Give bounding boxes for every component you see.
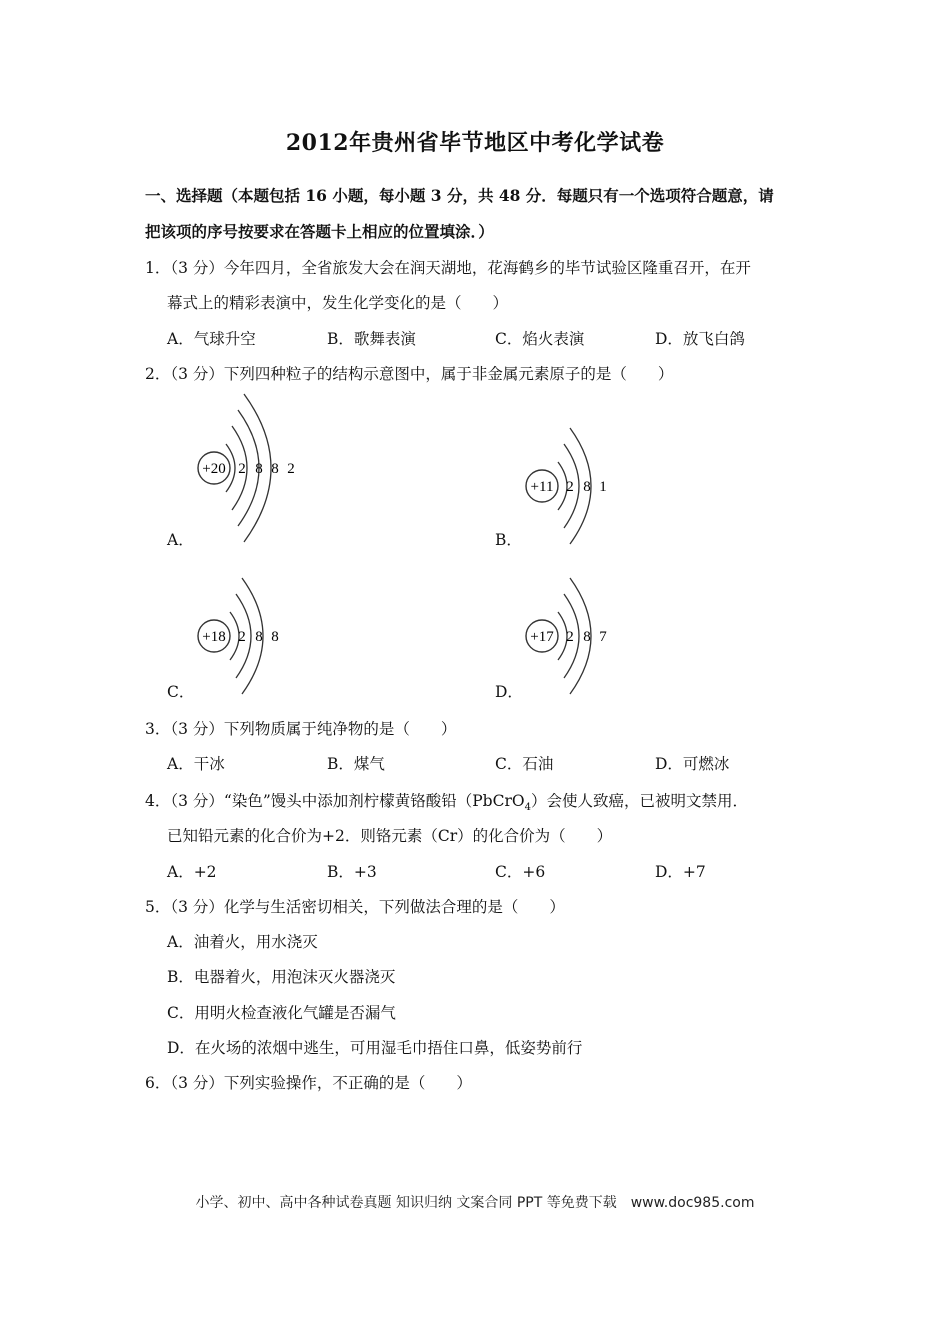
shell-electron-count: 8 xyxy=(255,629,263,645)
q3-option-b: B．煤气 xyxy=(327,755,385,773)
q1-option-a: A．气球升空 xyxy=(167,330,256,348)
q2-option-c-label: C． xyxy=(167,683,195,701)
nucleus-charge: +11 xyxy=(530,479,554,495)
shell-electron-count: 8 xyxy=(583,479,591,495)
shell-electron-count: 8 xyxy=(271,461,279,477)
atom-diagram-c xyxy=(190,574,290,702)
q4-stem-line2: 已知铅元素的化合价为+2．则铬元素（Cr）的化合价为（ ） xyxy=(167,827,613,845)
section-heading-line2: 把该项的序号按要求在答题卡上相应的位置填涂．） xyxy=(145,222,494,241)
q4-formula-subscript: 4 xyxy=(524,802,531,814)
q3-stem-line1: 3．（3 分）下列物质属于纯净物的是（ ） xyxy=(145,720,457,738)
shell-electron-count: 2 xyxy=(287,461,295,477)
q4-stem-line1 xyxy=(145,789,748,813)
q2-option-a-label: A． xyxy=(167,531,194,549)
q5-stem-line1: 5．（3 分）化学与生活密切相关，下列做法合理的是（ ） xyxy=(145,898,565,916)
shell-electron-count: 8 xyxy=(255,461,263,477)
shell-electron-count: 8 xyxy=(583,629,591,645)
atom-diagram-b xyxy=(518,424,618,552)
section-heading-line1: 一、选择题（本题包括 16 小题，每小题 3 分，共 48 分．每题只有一个选项符合题意，请 xyxy=(145,186,774,205)
atom-diagram-d xyxy=(518,574,618,702)
q1-stem-line2: 幕式上的精彩表演中，发生化学变化的是（ ） xyxy=(167,294,509,312)
atom-diagram-a xyxy=(190,392,310,552)
q3-option-d: D．可燃冰 xyxy=(655,755,730,773)
nucleus-charge: +17 xyxy=(530,629,554,645)
q2-option-b-label: B． xyxy=(495,531,522,549)
q6-stem-line1: 6．（3 分）下列实验操作，不正确的是（ ） xyxy=(145,1074,472,1092)
q2-option-d-label: D． xyxy=(495,683,523,701)
q5-option-d: D．在火场的浓烟中逃生，可用湿毛巾捂住口鼻，低姿势前行 xyxy=(167,1039,583,1057)
q4-option-d: D．+7 xyxy=(655,863,706,881)
shell-electron-count: 2 xyxy=(238,461,246,477)
shell-electron-count: 2 xyxy=(238,629,246,645)
shell-electron-count: 2 xyxy=(566,479,574,495)
shell-electron-count: 7 xyxy=(599,629,607,645)
q5-option-a: A．油着火，用水浇灭 xyxy=(167,933,318,951)
q3-option-c: C．石油 xyxy=(495,755,554,773)
q3-option-a: A．干冰 xyxy=(167,755,225,773)
q2-stem-line1: 2．（3 分）下列四种粒子的结构示意图中，属于非金属元素原子的是（ ） xyxy=(145,365,674,383)
shell-electron-count: 2 xyxy=(566,629,574,645)
q4-option-c: C．+6 xyxy=(495,863,546,881)
q4-option-b: B．+3 xyxy=(327,863,377,881)
q5-option-b: B．电器着火，用泡沫灭火器浇灭 xyxy=(167,968,396,986)
q1-option-b: B．歌舞表演 xyxy=(327,330,416,348)
q4-stem-text: 4．（3 分）“染色”馒头中添加剂柠檬黄铬酸铅（PbCrO xyxy=(145,792,525,810)
q5-option-c: C．用明火检查液化气罐是否漏气 xyxy=(167,1004,396,1022)
q4-stem-text: ）会使人致癌，已被明文禁用． xyxy=(530,792,748,810)
q1-stem-line1: 1．（3 分）今年四月，全省旅发大会在润天湖地，花海鹤乡的毕节试验区隆重召开，在开 xyxy=(145,259,751,277)
q1-option-c: C．焰火表演 xyxy=(495,330,585,348)
nucleus-charge: +18 xyxy=(202,629,226,645)
q4-option-a: A．+2 xyxy=(167,863,217,881)
nucleus-charge: +20 xyxy=(202,461,226,477)
footer-note: 小学、初中、高中各种试卷真题 知识归纳 文案合同 PPT 等免费下载 www.doc985.com xyxy=(195,1195,755,1211)
page-title: 2012年贵州省毕节地区中考化学试卷 xyxy=(285,130,665,156)
q1-option-d: D．放飞白鸽 xyxy=(655,330,745,348)
shell-electron-count: 1 xyxy=(599,479,607,495)
shell-electron-count: 8 xyxy=(271,629,279,645)
